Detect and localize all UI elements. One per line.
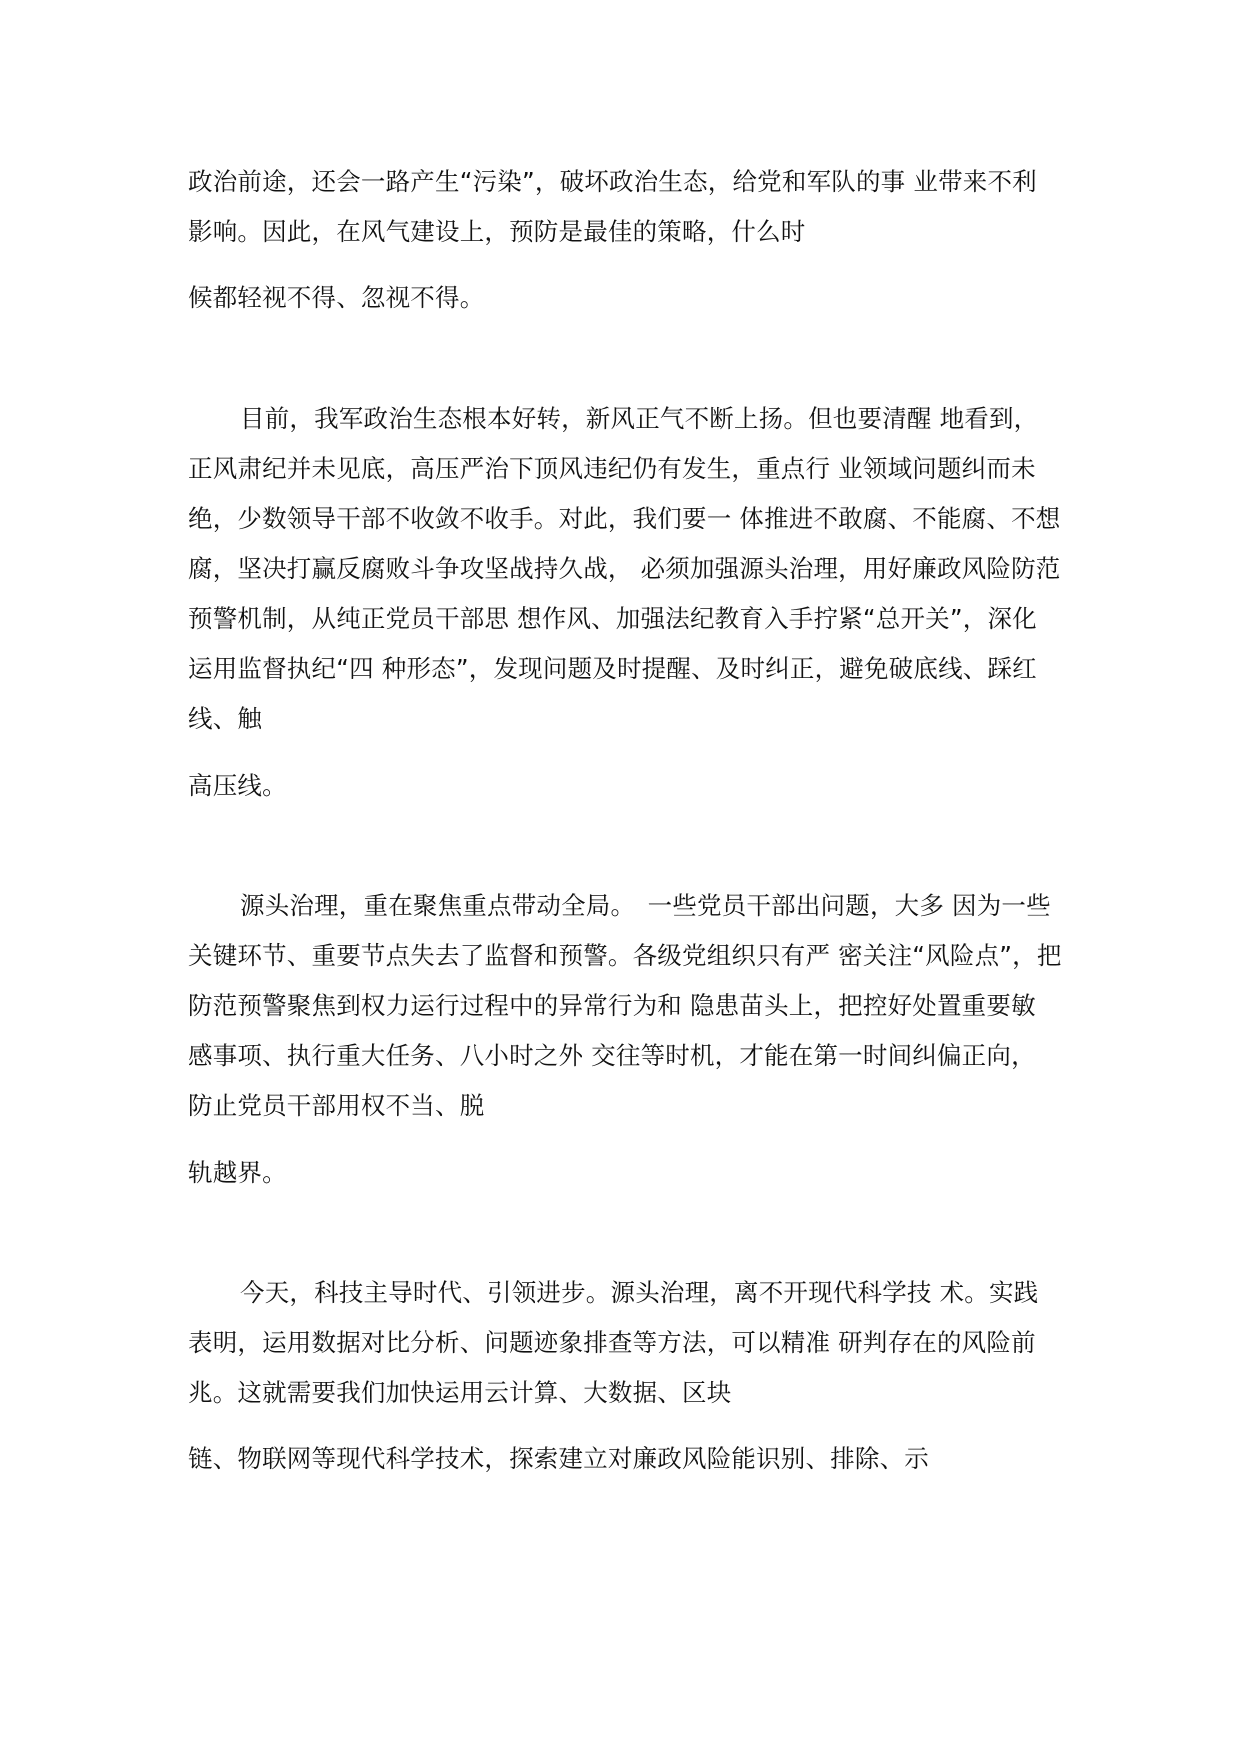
text-line: 轨越界。 [188, 1158, 287, 1187]
text-line: 候都轻视不得、忽视不得。 [188, 283, 485, 312]
text-line: 兆。这就需要我们加快运用云计算、大数据、区块 [188, 1378, 732, 1407]
text-line: 腐，坚决打赢反腐败斗争攻坚战持久战， 必须加强源头治理，用好廉政风险防范 [188, 554, 1061, 583]
text-line: 正风肃纪并未见底，高压严治下顶风违纪仍有发生，重点行 业领域问题纠而未 [188, 454, 1036, 483]
paragraph-first-line: 源头治理，重在聚焦重点带动全局。 一些党员干部出问题，大多 因为一些 [240, 891, 1051, 920]
text-line: 高压线。 [188, 771, 287, 800]
text-line: 感事项、执行重大任务、八小时之外 交往等时机，才能在第一时间纠偏正向， [188, 1041, 1036, 1070]
text-line: 政治前途，还会一路产生“污染”，破坏政治生态，给党和军队的事 业带来不利 [188, 167, 1037, 196]
paragraph-first-line: 今天，科技主导时代、引领进步。源头治理，离不开现代科学技 术。实践 [240, 1278, 1039, 1307]
text-line: 表明，运用数据对比分析、问题迹象排查等方法，可以精准 研判存在的风险前 [188, 1328, 1036, 1357]
paragraph-first-line: 目前，我军政治生态根本好转，新风正气不断上扬。但也要清醒 地看到， [240, 404, 1039, 433]
text-line: 预警机制，从纯正党员干部思 想作风、加强法纪教育入手拧紧“总开关”，深化 [188, 604, 1037, 633]
text-line: 防止党员干部用权不当、脱 [188, 1091, 485, 1120]
text-line: 影响。因此，在风气建设上，预防是最佳的策略，什么时 [188, 217, 806, 246]
text-line: 链、物联网等现代科学技术，探索建立对廉政风险能识别、排除、示 [188, 1444, 929, 1473]
text-line: 关键环节、重要节点失去了监督和预警。各级党组织只有严 密关注“风险点”，把 [188, 941, 1062, 970]
text-line: 防范预警聚焦到权力运行过程中的异常行为和 隐患苗头上，把控好处置重要敏 [188, 991, 1036, 1020]
text-line: 运用监督执纪“四 种形态”，发现问题及时提醒、及时纠正，避免破底线、踩红 [188, 654, 1037, 683]
text-line: 线、触 [188, 704, 263, 733]
text-line: 绝，少数领导干部不收敛不收手。对此，我们要一 体推进不敢腐、不能腐、不想 [188, 504, 1061, 533]
